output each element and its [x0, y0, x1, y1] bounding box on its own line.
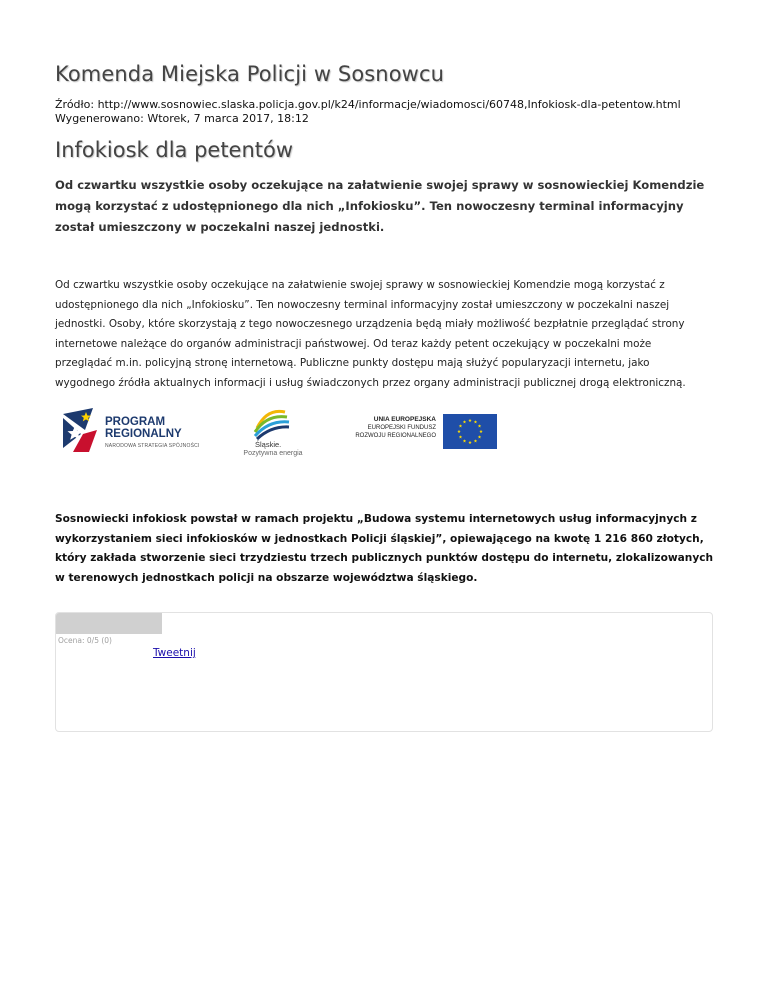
program-regionalny-emblem-icon: [63, 408, 97, 452]
slaskie-name: Śląskie.: [255, 440, 282, 449]
slaskie-waves-icon: [233, 404, 313, 440]
article-lead: Od czwartku wszystkie osoby oczekujące na załatwienie swojej sprawy w sosnowieckiej Komendzie mogą korzystać z udostępnionego dla nich „Infokiosku”. Ten nowoczesny terminal informacyjny został umieszczony w poczekalni naszej jednostki.: [55, 178, 705, 234]
share-box: [55, 612, 713, 732]
source-url: Źródło: http://www.sosnowiec.slaska.policja.gov.pl/k24/informacje/wiadomosci/60748,Infokiosk-dla-petentow.html: [55, 98, 681, 111]
eu-text: UNIA EUROPEJSKA EUROPEJSKI FUNDUSZ ROZWOJU REGIONALNEGO: [355, 416, 436, 439]
program-regionalny-tagline: NARODOWA STRATEGIA SPÓJNOŚCI: [105, 443, 200, 449]
sponsor-logos: [55, 400, 515, 462]
tweet-link[interactable]: Tweetnij: [153, 647, 196, 659]
article-body: Od czwartku wszystkie osoby oczekujące na załatwienie swojej sprawy w sosnowieckiej Komendzie mogą korzystać z udostępnionego dla nich „Infokiosku”. Ten nowoczesny terminal informacyjny został umieszczony w poczekalni naszej jednostki. Osoby, które skorzystają z tego nowoczesnego urządzenia będą miały możliwość bezpłatnie przeglądać strony internetowe należące do organów administracji państwowej. Od teraz każdy petent oczekujący w poczekalni może przeglądać m.in. policyjną stronę internetową. Publiczne punkty dostępu mają służyć popularyzacji internetu, jako wygodnego źródła aktualnych informacji i usług świadczonych przez organy administracji publicznej drogą elektroniczną.: [55, 279, 686, 389]
generated-date: Wygenerowano: Wtorek, 7 marca 2017, 18:12: [55, 112, 309, 125]
program-regionalny-logo: [63, 408, 213, 452]
eu-flag-icon: [443, 414, 497, 449]
project-info: Sosnowiecki infokiosk powstał w ramach projektu „Budowa systemu internetowych usług informacyjnych z wykorzystaniem sieci infokiosków w jednostkach Policji śląskiej”, opiewającego na kwotę 1 216 860 złotych, który zakłada stworzenie sieci trzydziestu trzech publicznych punktów dostępu do internetu, zlokalizowanych w terenowych jednostkach policji na obszarze województwa śląskiego.: [55, 513, 714, 584]
slaskie-tagline: Pozytywna energia: [243, 450, 303, 457]
meta-info: [55, 98, 681, 126]
eu-logo: [340, 414, 500, 450]
article-title: Infokiosk dla petentów: [55, 138, 294, 162]
program-regionalny-name: PROGRAM REGIONALNY: [105, 416, 182, 440]
rating-stars[interactable]: [56, 613, 162, 634]
slaskie-logo: [233, 404, 313, 462]
rating-text: Ocena: 0/5 (0): [58, 636, 112, 645]
site-title: Komenda Miejska Policji w Sosnowcu: [55, 62, 444, 86]
